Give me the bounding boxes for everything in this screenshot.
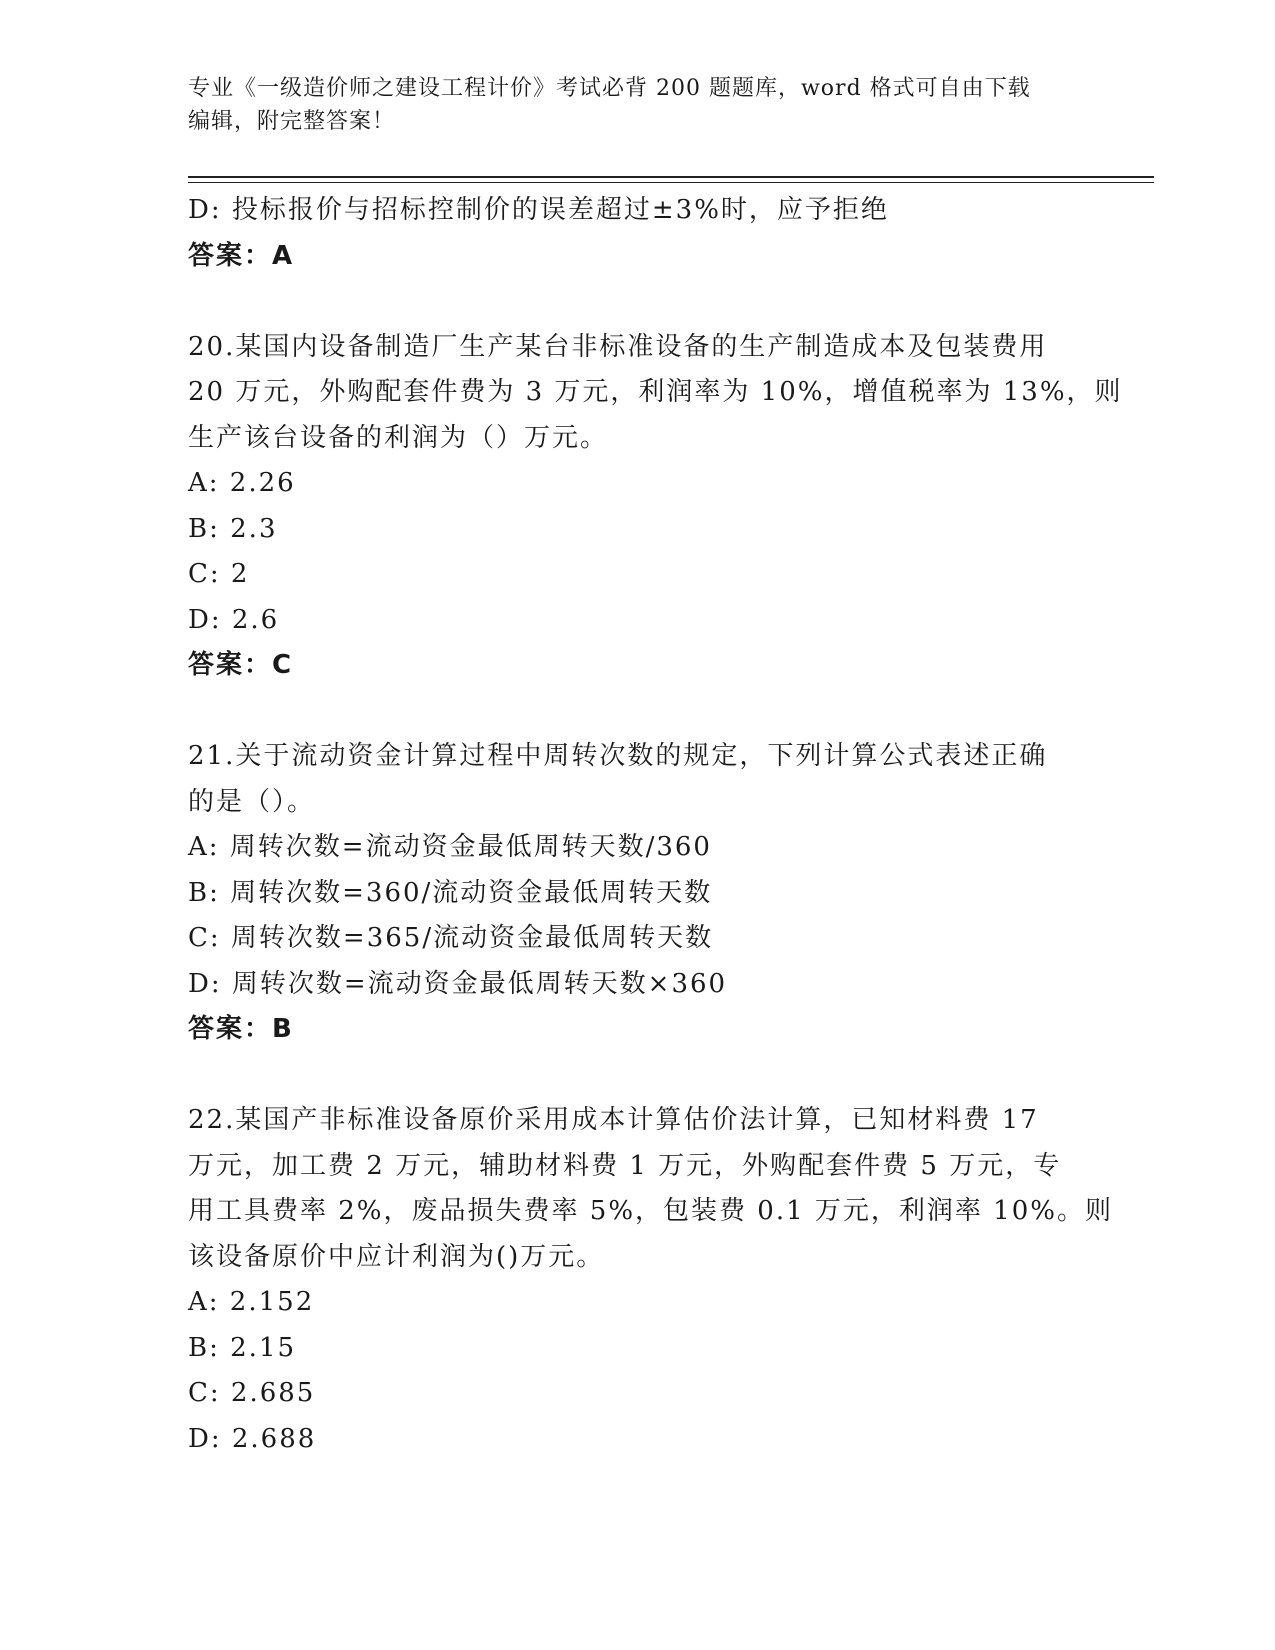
question-text-line: 21.关于流动资金计算过程中周转次数的规定，下列计算公式表述正确 [188, 741, 1048, 771]
previous-question-tail [188, 188, 1088, 279]
question-text-line: 的是（）。 [188, 786, 316, 817]
answer: 答案：B [188, 1014, 294, 1044]
question-list [188, 188, 1123, 1462]
option-b: B: 2.15 [188, 1332, 297, 1363]
option-c: C: 2.685 [188, 1378, 316, 1408]
option-a: A: 周转次数=流动资金最低周转天数/360 [188, 832, 712, 862]
spacer [188, 1053, 1088, 1099]
option-c: C: 2 [188, 559, 250, 589]
option-d: D: 2.6 [188, 604, 280, 635]
option-b: B: 2.3 [188, 513, 278, 544]
option-c: C: 周转次数=365/流动资金最低周转天数 [188, 923, 714, 953]
question-22 [188, 1098, 1113, 1462]
spacer [188, 689, 1088, 735]
option-d: D: 2.688 [188, 1423, 317, 1454]
header-rule-thin [188, 182, 1154, 183]
header-line-2: 编辑，附完整答案！ [188, 109, 396, 134]
spacer [188, 279, 1088, 325]
question-21 [188, 734, 1088, 1053]
option-a: A: 2.152 [188, 1287, 315, 1317]
option-a: A: 2.26 [188, 468, 296, 498]
option-b: B: 周转次数=360/流动资金最低周转天数 [188, 877, 713, 908]
answer: 答案：C [188, 650, 294, 680]
option-d: D: 投标报价与招标控制价的误差超过±3%时，应予拒绝 [188, 195, 889, 225]
option-d: D: 周转次数=流动资金最低周转天数×360 [188, 968, 728, 999]
question-text-line: 20.某国内设备制造厂生产某台非标准设备的生产制造成本及包装费用 [188, 331, 1048, 362]
question-text-line: 用工具费率 2%，废品损失费率 5%，包装费 0.1 万元，利润率 10%。则 [188, 1196, 1113, 1226]
question-text-line: 22.某国产非标准设备原价采用成本计算估价法计算，已知材料费 17 [188, 1105, 1039, 1135]
answer: 答案：A [188, 240, 295, 271]
document-header [188, 72, 1068, 138]
question-text-line: 生产该台设备的利润为（）万元。 [188, 422, 609, 453]
question-text-line: 该设备原价中应计利润为()万元。 [188, 1241, 605, 1272]
question-20 [188, 325, 1123, 689]
question-text-line: 20 万元，外购配套件费为 3 万元，利润率为 10%，增值税率为 13%，则 [188, 377, 1123, 407]
header-rule [188, 176, 1154, 178]
header-line-1: 专业《一级造价师之建设工程计价》考试必背 200 题题库，word 格式可自由下载 [188, 76, 1031, 101]
question-text-line: 万元，加工费 2 万元，辅助材料费 1 万元，外购配套件费 5 万元，专 [188, 1150, 1062, 1181]
